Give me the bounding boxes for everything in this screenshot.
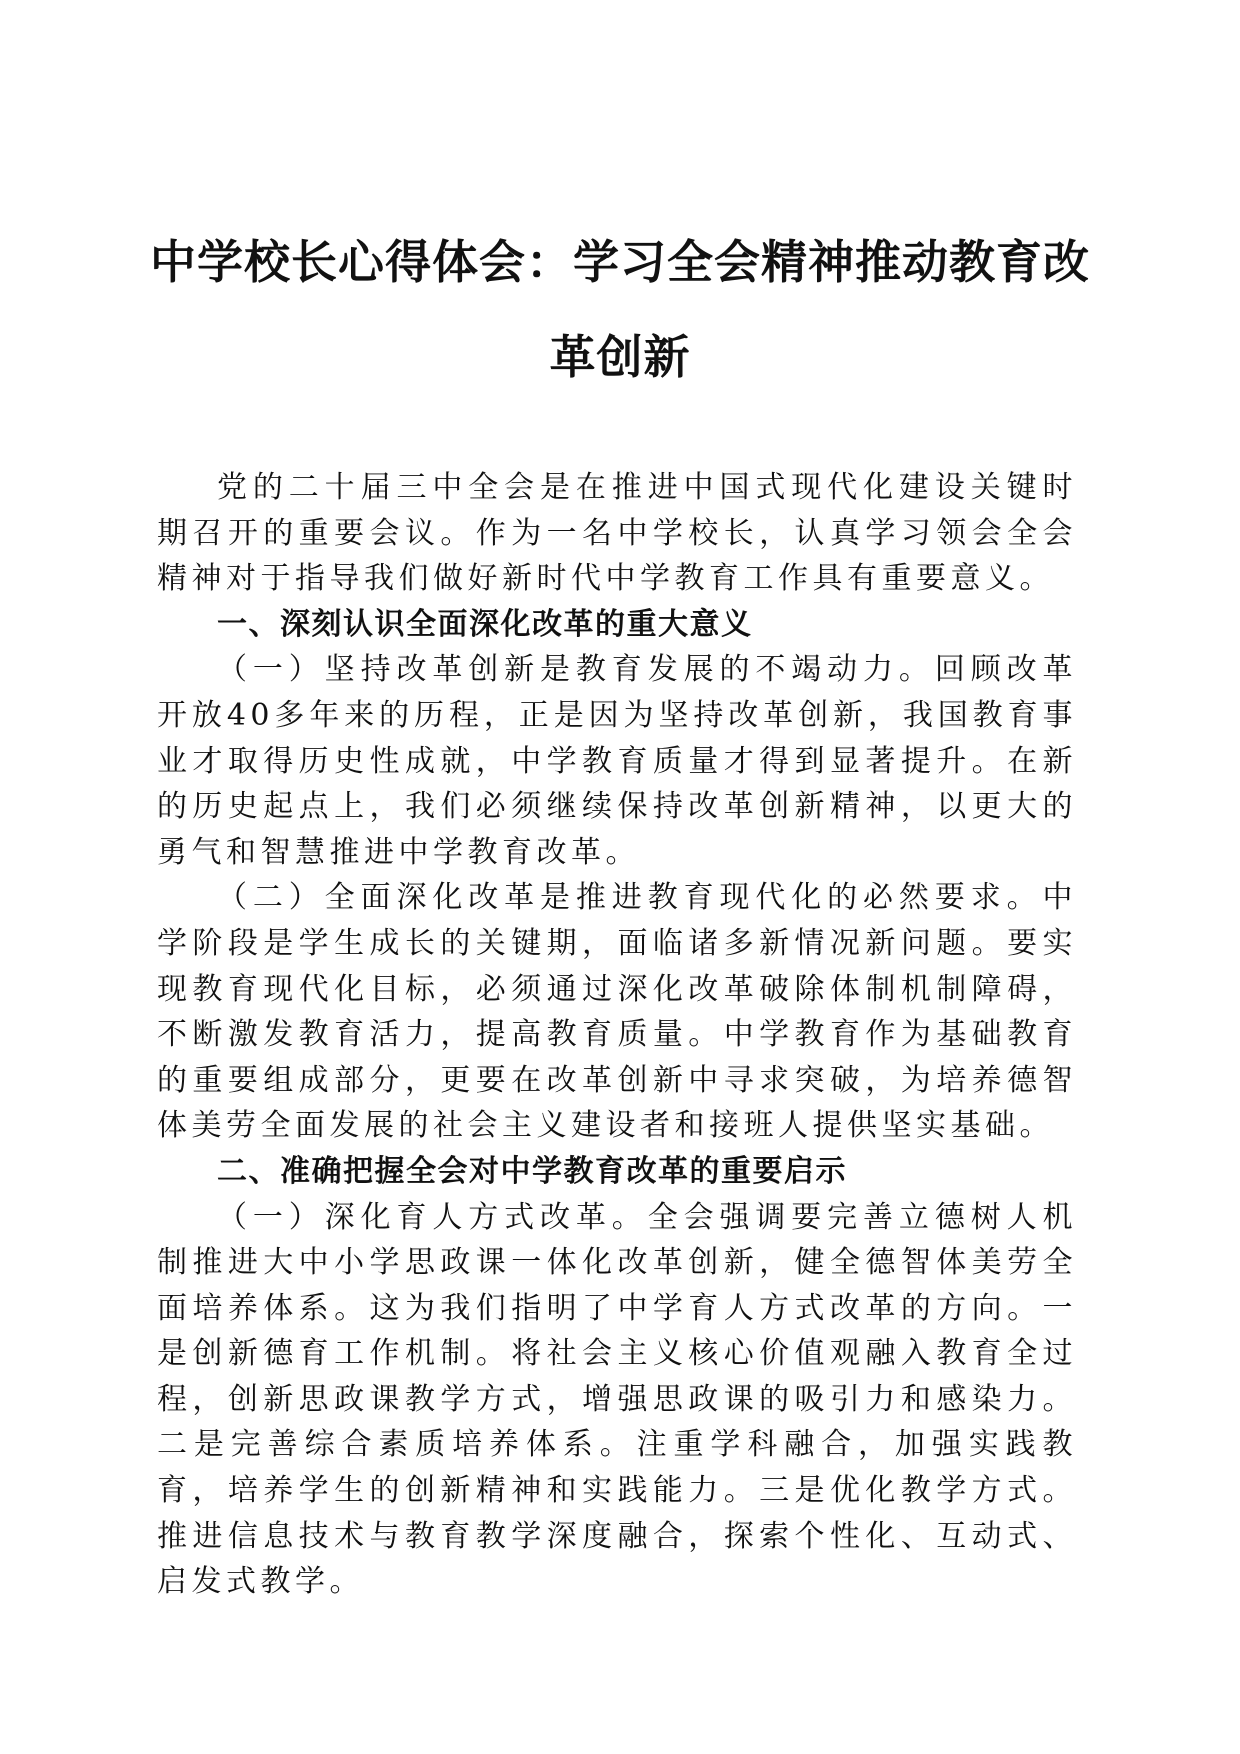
body-paragraph: （一）深化育人方式改革。全会强调要完善立德树人机制推进大中小学思政课一体化改革创新，健全德智体美劳全面培养体系。这为我们指明了中学育人方式改革的方向。一是创新德育工作机制。将社会主义核心价值观融入教育全过程，创新思政课教学方式，增强思政课的吸引力和感染力。二是完善综合素质培养体系。注重学科融合，加强实践教育，培养学生的创新精神和实践能力。三是优化教学方式。推进信息技术与教育教学深度融合，探索个性化、互动式、启发式教学。 [157, 1199, 1077, 1600]
intro-paragraph: 党的二十届三中全会是在推进中国式现代化建设关键时期召开的重要会议。作为一名中学校长，认真学习领会全会精神对于指导我们做好新时代中学教育工作具有重要意义。 [157, 470, 1077, 597]
body-paragraph: （一）坚持改革创新是教育发展的不竭动力。回顾改革开放40多年来的历程，正是因为坚持改革创新，我国教育事业才取得历史性成就，中学教育质量才得到显著提升。在新的历史起点上，我们必须继续保持改革创新精神，以更大的勇气和智慧推进中学教育改革。 [157, 652, 1077, 870]
section-heading-2: 二、准确把握全会对中学教育改革的重要启示 [217, 1153, 847, 1189]
document-title: 中学校长心得体会：学习全会精神推动教育改革创新 [150, 235, 1090, 384]
document-body [157, 465, 1077, 1605]
body-paragraph: （二）全面深化改革是推进教育现代化的必然要求。中学阶段是学生成长的关键期，面临诸多新情况新问题。要实现教育现代化目标，必须通过深化改革破除体制机制障碍，不断激发教育活力，提高教育质量。中学教育作为基础教育的重要组成部分，更要在改革创新中寻求突破，为培养德智体美劳全面发展的社会主义建设者和接班人提供坚实基础。 [157, 880, 1077, 1144]
section-heading-1: 一、深刻认识全面深化改革的重大意义 [217, 606, 753, 642]
